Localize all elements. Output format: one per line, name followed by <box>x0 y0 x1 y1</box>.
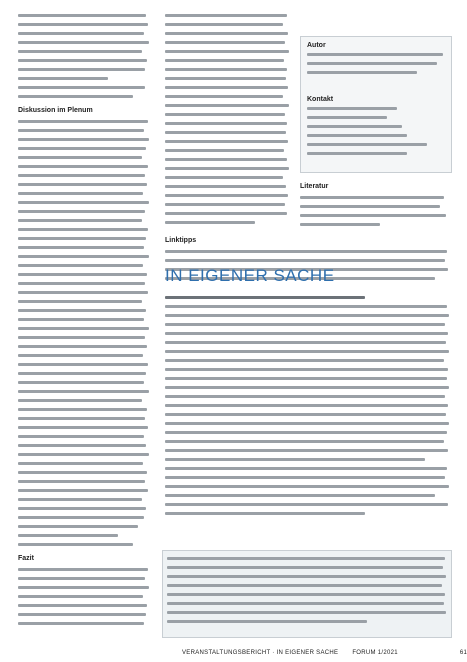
author-text <box>307 53 445 80</box>
contact-text <box>307 107 445 161</box>
page-number: 61 <box>459 650 467 656</box>
contact-heading: Kontakt <box>307 96 334 103</box>
in-eigener-sache-text <box>165 296 450 521</box>
literatur-block <box>300 182 450 232</box>
bottom-note-box <box>162 550 452 638</box>
left-text-block-3 <box>18 568 153 625</box>
section-heading-fazit: Fazit <box>18 555 34 562</box>
left-text-block-2 <box>18 120 153 546</box>
left-column <box>18 14 153 631</box>
middle-column <box>165 14 290 230</box>
author-heading: Autor <box>307 42 326 49</box>
footer-section-label: VERANSTALTUNGSBERICHT · IN EIGENER SACHE <box>182 650 339 656</box>
literatur-heading: Literatur <box>300 183 329 190</box>
section-heading-diskussion: Diskussion im Plenum <box>18 107 93 114</box>
left-text-block-1 <box>18 14 153 98</box>
footer-issue: FORUM 1/2021 <box>352 650 398 656</box>
linktipps-heading: Linktipps <box>165 237 197 244</box>
section-title-in-eigener-sache: IN EIGENER SACHE <box>165 266 335 285</box>
author-info-box <box>300 36 452 173</box>
page-footer <box>182 650 467 656</box>
